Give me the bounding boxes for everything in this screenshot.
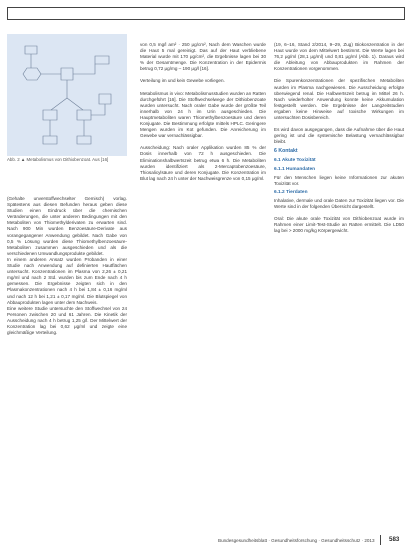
- paragraph: (19, 6–16, Stand 2/2014, 9–29, Zug) Biokonzentration in der Haut wurde von dem Mittelwert bestimmt. Die Werte lagen bei 76,2 μg/ml (28,1 μg/ml) und 0,81 μg/ml (Abb. 1). Daraus wird die Ableitung von Abbauprodukten im Rahmen der Konzentrationen vorgenommen.: [274, 42, 404, 72]
- column-3: [274, 42, 404, 234]
- page-number: 583: [389, 536, 400, 543]
- figure-caption: Abb. 2 ▲ Metabolismus von Dithiobenzoat. Aus [16]: [7, 157, 109, 162]
- paragraph: Eine weitere Studie untersuchte den Stoffwechsel von 24 Personen zwischen 20 und 61 Jahren. Die Kinetik der Ausscheidung nach 4 h betrug 1,25 g/l. Der Mittelwert der Konzentration lag bei 0,62 μg/ml und zeigte eine gleichmäßige Verteilung.: [7, 305, 127, 336]
- journal-footer: Bundesgesundheitsblatt · Gesundheitsforschung · Gesundheitsschutz · 2013: [218, 538, 375, 543]
- paragraph: In einem anderen Ansatz wurden Probanden in einer Studie nach Anwendung auf definierten Hautflächen untersucht. Konzentrationen im Plasma von 2,26 ± 0,21 mg/ml und nach 2 Std. wurden bis zum Ende nach 4 h gemessen. Die Ergebnisse zeigten sich in den Plasmakonzentrationen nach 4 h bei 1,84 ± 0,16 mg/ml und nach 12 h bei 1,21 ± 0,17 mg/ml. Die Blutspiegel von Abbauprodukten lagen unter dem Nachweis.: [7, 256, 127, 305]
- subsubsection-heading: 6.1.1 Humandaten: [274, 166, 316, 172]
- paragraph: Metabolismus in vivo: Metabolismusstudien wurden an Ratten durchgeführt [16]. Die Stoffwechselwege der Dithiobenzoate wurden untersucht. Nach oraler Gabe wurde der größte Teil innerhalb von 24 h im Urin ausgeschieden. Die Hauptmetaboliten waren Thiomethylbenzoesäure und deren Konjugate. Die Bestimmung erfolgte mittels HPLC. Geringere Mengen wurden im Kot gefunden. Die Anreicherung im Gewebe war vernachlässigbar.: [140, 90, 266, 139]
- paragraph: Für den Menschen liegen keine Informationen zur akuten Toxizität vor.: [274, 174, 404, 186]
- section-heading: 6 Kontakt: [274, 148, 298, 155]
- column-2: [140, 42, 266, 182]
- paragraph: von 0,5 mg/l am² · 250 μg/cm², Nach dem Waschen wurde die Haut 5 mal gereinigt. Das auf der Haut verbliebene Material wurde mit 170 μg/cm², die Ergebnisse lagen bei 30 % der Gesamtmenge. Die Konzentration in der Epidermis betrug 0,72 μg/mg – 190 μg/l [16].: [140, 42, 266, 72]
- metabolism-diagram: [7, 34, 127, 156]
- subsubsection-heading: 6.1.2 Tierdaten: [274, 189, 308, 195]
- subsection-heading: 6.1 Akute Toxizität: [274, 157, 316, 163]
- paragraph: (Gehalte unverstoffwechselter Gemisch) vorlag. Spätestens aus diesen Befunden heraus geben diese Studien einen Eindruck über die chemischen Veränderungen, die unter anderen Bedingungen mit den Metaboliten von Thiomethylderivaten zu erwarten sind. Nach 900 Min wurden Benzoesäure-Derivate aus vorangegangener Anwendung gebildet. Nach Gabe von 0,5 % Lösung wurden diese Thiomethylbenzoesäure-Metaboliten zusammen ausgeschieden und als die verschiedenen Umwandlungsprodukte gebildet.: [7, 196, 127, 256]
- paragraph: Ausscheidung: Nach oraler Applikation wurden 85 % der Dosis innerhalb von 72 h ausgeschieden. Die Eliminationshalbwertszeit betrug etwa 6 h. Die Metaboliten wurden identifiziert als 2-Mercaptobenzoesäure, Thiosalicylsäure und deren Konjugate. Die Konzentration im Blut lag nach 24 h unter der Nachweisgrenze von 0,15 μg/ml.: [140, 145, 266, 181]
- paragraph: Oral: Die akute orale Toxizität von Dithiobenzoat wurde im Rahmen einer Limit-Test-Studie an Ratten ermittelt. Die LD50 lag bei > 2000 mg/kg Körpergewicht.: [274, 216, 404, 234]
- column-1: [7, 196, 127, 336]
- paragraph: Verteilung im und kein Gewebe vorliegen.: [140, 78, 225, 84]
- paragraph: Inhalative, dermale und orale Daten zur Toxizität liegen vor. Die Werte sind in der folgenden Übersicht dargestellt.: [274, 197, 404, 210]
- paragraph: Es wird davon ausgegangen, dass die Aufnahme über die Haut gering ist und die systemische Belastung vernachlässigbar bleibt.: [274, 127, 404, 145]
- footer-divider: [380, 535, 381, 545]
- paragraph: Die Spurenkonzentrationen der spezifischen Metaboliten wurden im Plasma nachgewiesen. Die Ausscheidung erfolgte überwiegend renal. Die Halbwertszeit betrug im Mittel 26 h. Nach wiederholter Anwendung konnte keine Akkumulation festgestellt werden. Die Ergebnisse der Langzeitstudien ergaben keine Hinweise auf toxische Wirkungen im untersuchten Dosisbereich.: [274, 78, 404, 121]
- metabolism-figure: [7, 34, 127, 156]
- header-bar: [7, 7, 405, 20]
